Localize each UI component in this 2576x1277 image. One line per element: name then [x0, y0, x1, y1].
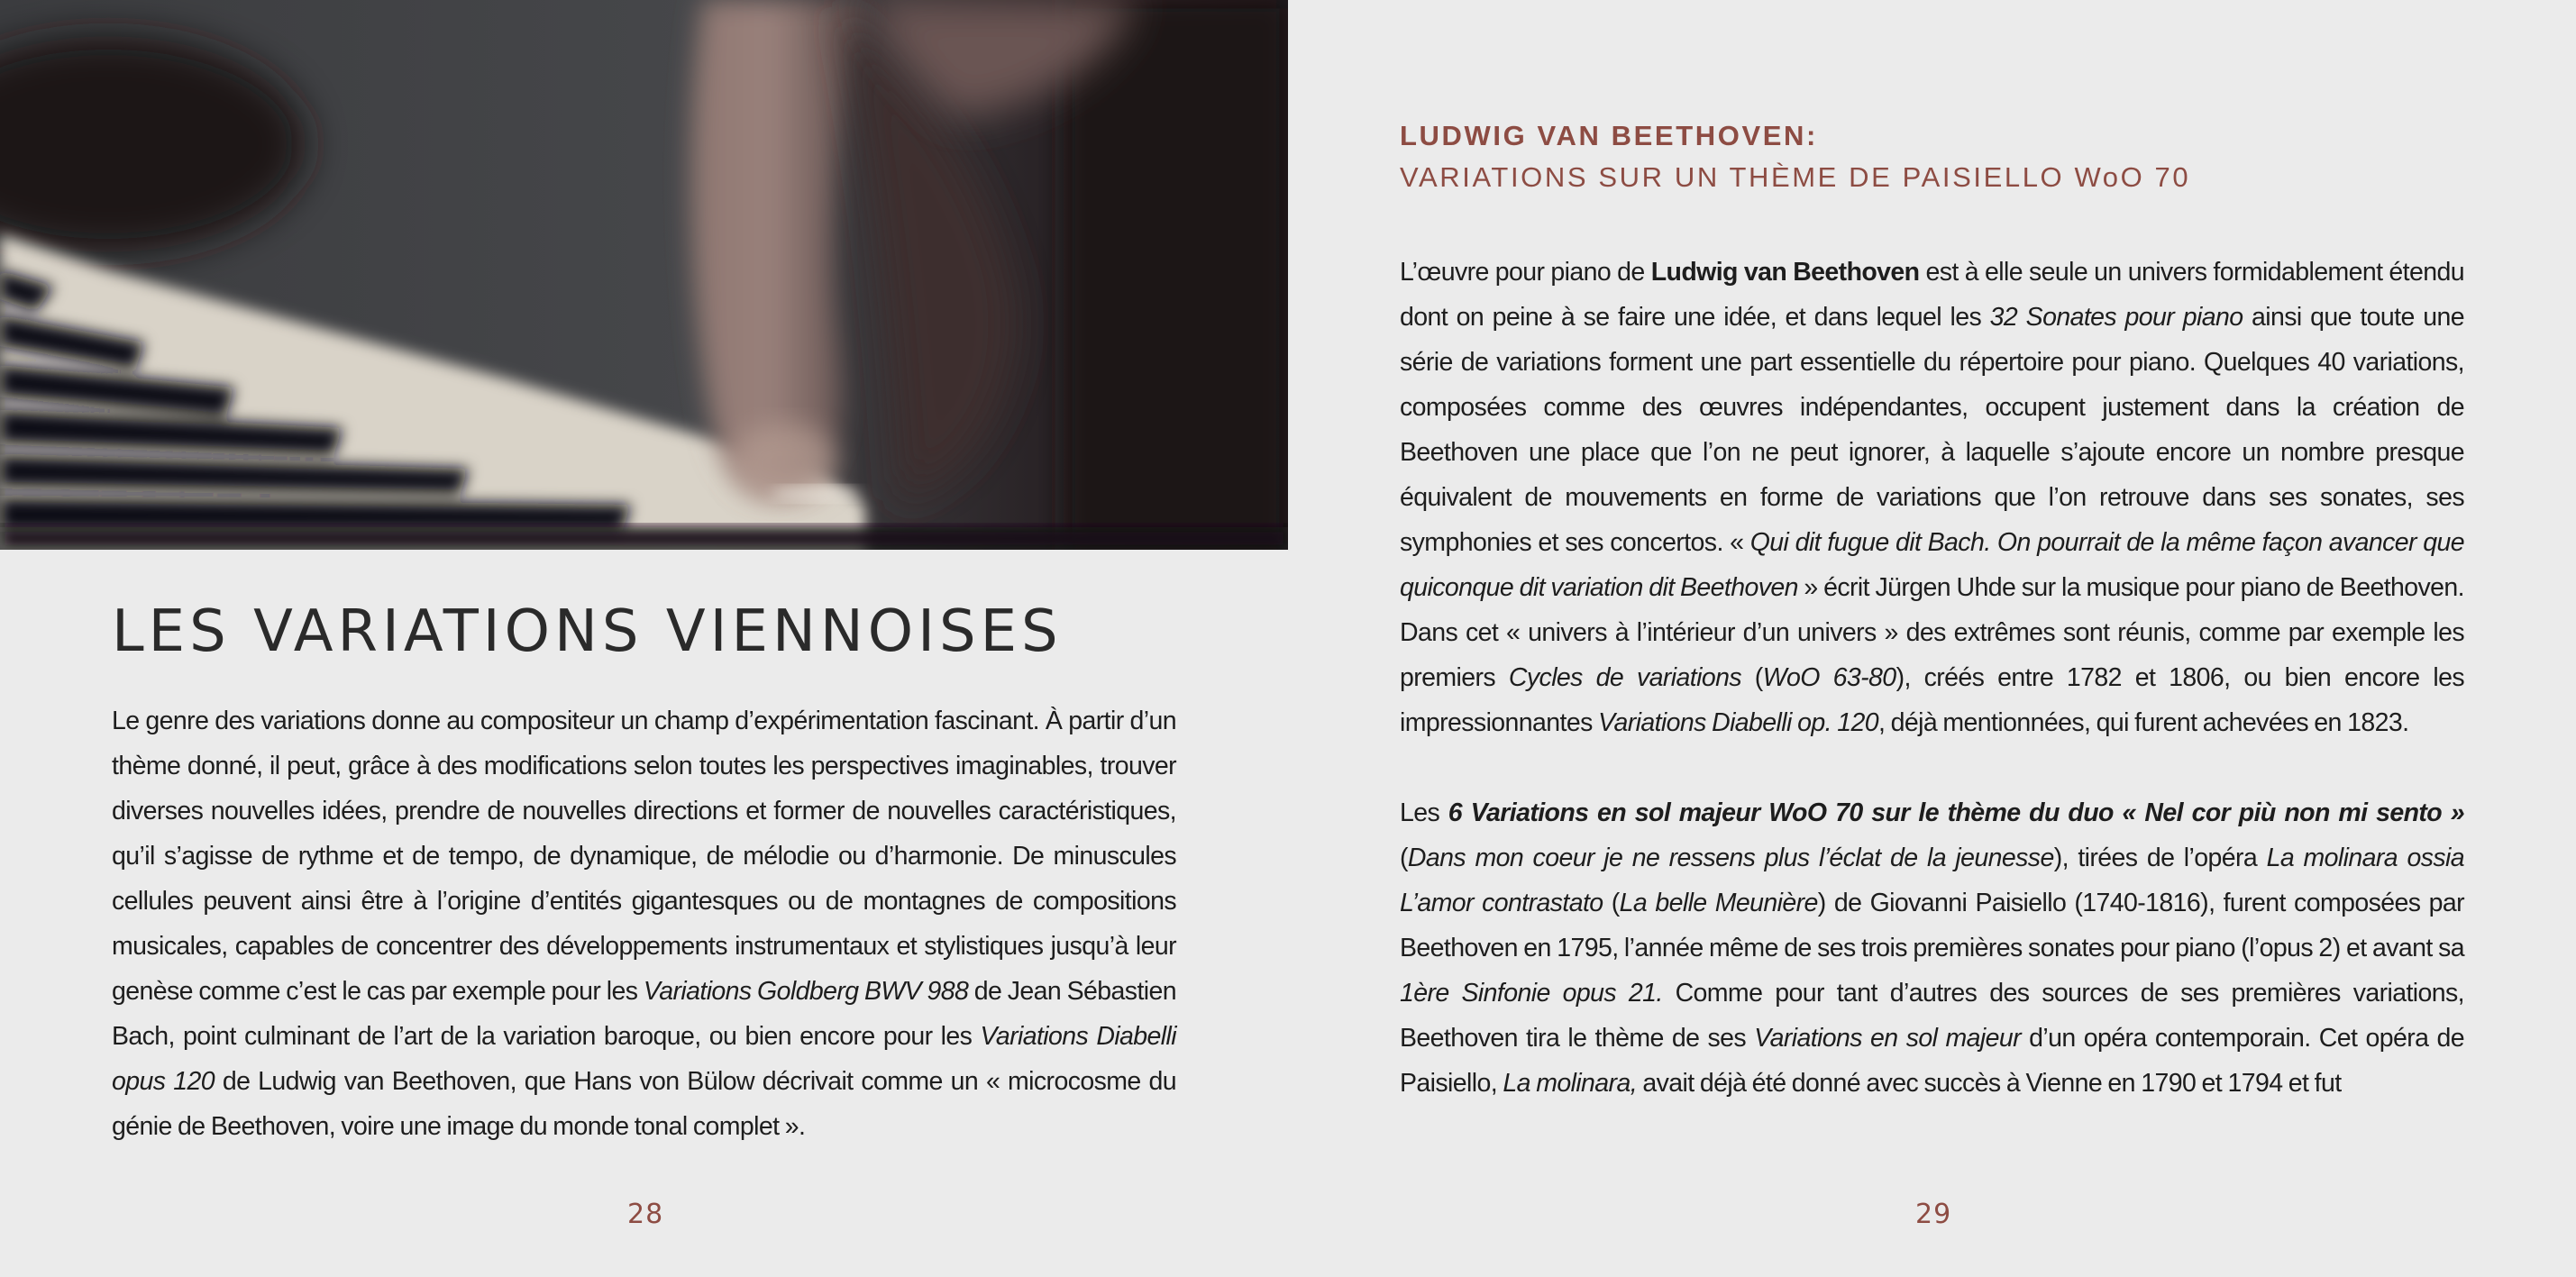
text-run: La molinara ossia L’amor contrastato — [1400, 844, 2465, 917]
text-run: Qui dit fugue dit Bach. On pourrait de la même façon avancer que quiconque dit variation dit Beethoven — [1400, 528, 2464, 602]
text-run: L’œuvre pour piano de — [1400, 258, 1651, 287]
text-run: , déjà mentionnées, qui furent achevées en 1823. — [1877, 708, 2409, 737]
text-run: de Ludwig van Beethoven, que Hans von Bülow décrivait comme un « microcosme du génie de Beethoven, voire une image du monde tonal complet ». — [112, 1067, 1176, 1141]
text-run: Variations en sol majeur — [1754, 1024, 2021, 1053]
work-heading — [1400, 115, 2464, 198]
text-run: Variations Diabelli opus 120 — [112, 1022, 1176, 1096]
piano-photo — [0, 0, 1288, 550]
left-body-text — [112, 698, 1176, 1149]
text-run: Les — [1400, 798, 1448, 827]
left-paragraph — [112, 698, 1176, 1149]
text-run: Comme pour tant d’autres des sources de ses premières variations, Beethoven tira le thème de ses — [1400, 979, 2464, 1053]
text-run: » écrit Jürgen Uhde sur la musique pour piano de Beethoven. Dans cet « univers à l’intérieur d’un univers » des extrêmes sont réunis, comme par exemple les premiers — [1400, 573, 2464, 692]
composer-name: LUDWIG VAN BEETHOVEN: — [1400, 120, 1818, 151]
right-paragraph-2 — [1400, 790, 2464, 1106]
text-run: 1ère Sinfonie opus 21. — [1400, 979, 1663, 1008]
text-run: Dans mon coeur je ne ressens plus l’éclat de la jeunesse — [1407, 844, 2054, 872]
text-run: ), créés entre 1782 et 1806, ou bien encore les impressionnantes — [1400, 663, 2464, 737]
text-run: Le genre des variations donne au compositeur un champ d’expérimentation fascinant. À partir d’un thème donné, il peut, grâce à des modifications selon toutes les perspectives imaginables, trouver diverses nouvelles idées, prendre de nouvelles directions et former de nouvelles caractéristiques, qu’il s’agisse de rythme et de tempo, de dynamique, de mélodie ou d’harmonie. De minuscules cellules peuvent ainsi être à l’origine d’entités gigantesques ou de montagnes de compositions musicales, capables de concentrer des développements instrumentaux et stylistiques jusqu’à leur genèse comme c’est le cas par exemple pour les — [112, 707, 1176, 1006]
text-run: ( — [1740, 663, 1763, 692]
text-run: Variations Goldberg BWV 988 — [643, 977, 969, 1006]
text-run: avait déjà été donné avec succès à Vienne en 1790 et 1794 et fut — [1637, 1069, 2342, 1098]
right-body-text — [1400, 250, 2464, 1106]
page-number-left: 28 — [627, 1199, 664, 1230]
section-title: LES VARIATIONS VIENNOISES — [112, 598, 1063, 665]
text-run: Ludwig van Beethoven — [1650, 258, 1920, 287]
text-run: ) de Giovanni Paisiello (1740-1816), furent composées par Beethoven en 1795, l’année même de ses trois premières sonates pour piano (l’opus 2) et avant sa — [1400, 889, 2464, 962]
text-run: est à elle seule un univers formidablement étendu dont on peine à se faire une idée, et dans lequel les — [1400, 258, 2464, 332]
text-run: Cycles de variations — [1508, 663, 1741, 692]
text-run: 32 Sonates pour piano — [1989, 303, 2243, 332]
text-run: ), tirées de l’opéra — [2053, 844, 2267, 872]
text-run: d’un opéra contemporain. Cet opéra de Paisiello, — [1400, 1024, 2465, 1098]
text-run: 6 Variations en sol majeur WoO 70 sur le thème du duo « Nel cor più non mi sento » — [1448, 798, 2464, 827]
text-run: ainsi que toute une série de variations forment une part essentielle du répertoire pour piano. Quelques 40 variations, composées comme des œuvres indépendantes, occupent justement dans la création de Beethoven une place que l’on ne peut ignorer, à laquelle s’ajoute encore un nombre presque équivalent de mouvements en forme de variations que l’on retrouve dans ses sonates, ses symphonies et ses concertos. « — [1400, 303, 2464, 557]
text-run: WoO 63-80 — [1762, 663, 1896, 692]
page-number-right: 29 — [1915, 1199, 1952, 1230]
text-run: Variations Diabelli op. 120 — [1598, 708, 1878, 737]
text-run: ( — [1400, 844, 1408, 872]
text-run: ( — [1603, 889, 1620, 917]
work-title: VARIATIONS SUR UN THÈME DE PAISIELLO WoO 70 — [1400, 161, 2191, 193]
text-run: La molinara, — [1503, 1069, 1638, 1098]
right-paragraph-1 — [1400, 250, 2464, 745]
text-run: de Jean Sébastien Bach, point culminant de l’art de la variation baroque, ou bien encore pour les — [112, 977, 1176, 1051]
text-run: La belle Meunière — [1619, 889, 1818, 917]
